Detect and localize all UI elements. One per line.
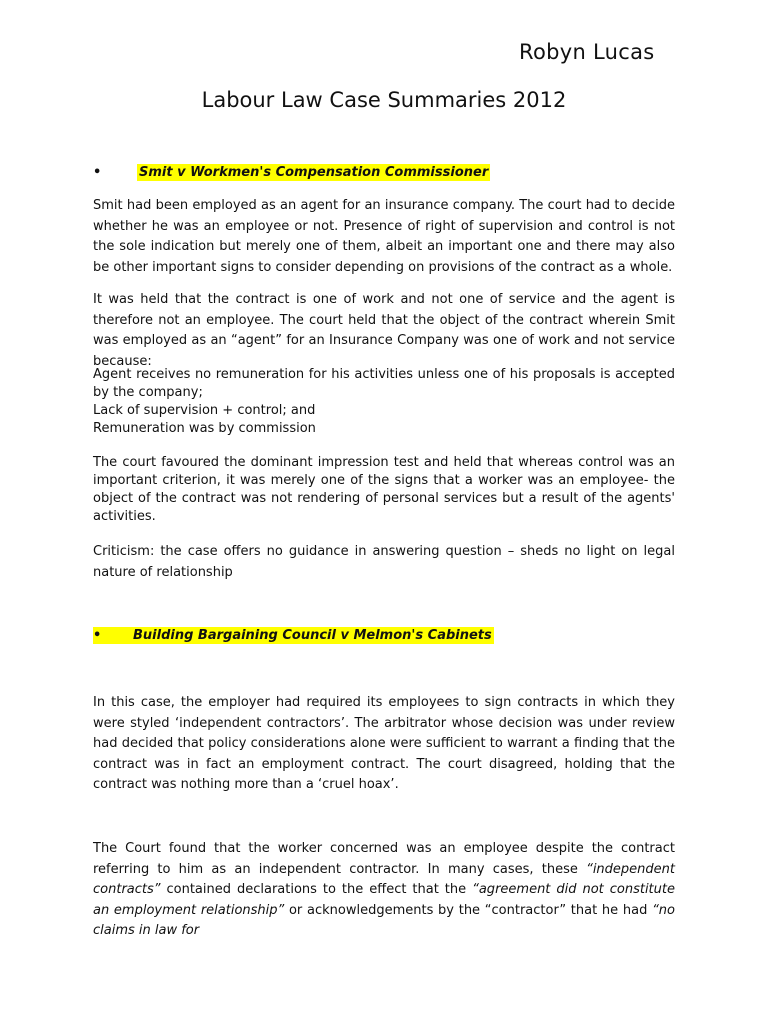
section1-paragraph-1: Smit had been employed as an agent for an insurance company. The court had to decide whether he was an employee or not. Presence of right of supervision and control is not the sole indication but merely one of them, albeit an important one and there may also be other important signs to consider depending on provisions of the contract as a whole. — [93, 198, 675, 275]
italic-quote: “independent contracts” — [93, 861, 675, 897]
text-run: or acknowledgements by the “contractor” that he had — [284, 902, 653, 918]
italic-quote: “no claims in law for — [93, 902, 675, 938]
section1-paragraph-2: It was held that the contract is one of work and not one of service and the agent is therefore not an employee. The court held that the object of the contract wherein Smit was employed as an “agent” for an Insurance Company was one of work and not service because: — [93, 292, 675, 369]
section2-paragraph-1: In this case, the employer had required its employees to sign contracts in which they were styled ‘independent contractors’. The arbitrator whose decision was under review had decided that policy considerations alone were sufficient to warrant a finding that the contract was in fact an employment contract. The court disagreed, holding that the contract was nothing more than a ‘cruel hoax’. — [93, 695, 675, 792]
section2-paragraph-2 — [93, 839, 675, 942]
list-item: Lack of supervision + control; and — [93, 403, 316, 418]
section1-paragraph-3: The court favoured the dominant impression test and held that whereas control was an important criterion, it was merely one of the signs that a worker was an employee- the object of the contract was not rendering of personal services but a result of the agents' activities. — [93, 455, 675, 524]
section1-list — [93, 366, 675, 438]
italic-quote: “agreement did not constitute an employment relationship” — [93, 882, 675, 918]
case-title-2: Building Bargaining Council v Melmon's Cabinets — [133, 628, 492, 643]
author-name: Robyn Lucas — [519, 40, 655, 64]
case-heading-2 — [93, 628, 493, 648]
case-title-2-highlight — [93, 627, 494, 644]
case-title-1: Smit v Workmen's Compensation Commissioner — [139, 165, 489, 180]
list-item: Remuneration was by commission — [93, 421, 316, 436]
bullet-icon: • — [93, 165, 102, 180]
document-title: Labour Law Case Summaries 2012 — [201, 88, 567, 112]
text-run: contained declarations to the effect that the — [160, 882, 473, 897]
list-item: Agent receives no remuneration for his activities unless one of his proposals is accepted by the company; — [93, 367, 675, 400]
bullet-icon: • — [93, 628, 102, 643]
case-heading-1 — [93, 165, 493, 185]
section1-paragraph-4: Criticism: the case offers no guidance in answering question – sheds no light on legal nature of relationship — [93, 544, 675, 580]
text-run: The Court found that the worker concerned was an employee despite the contract referring to him as an independent contractor. In many cases, these — [93, 841, 675, 877]
